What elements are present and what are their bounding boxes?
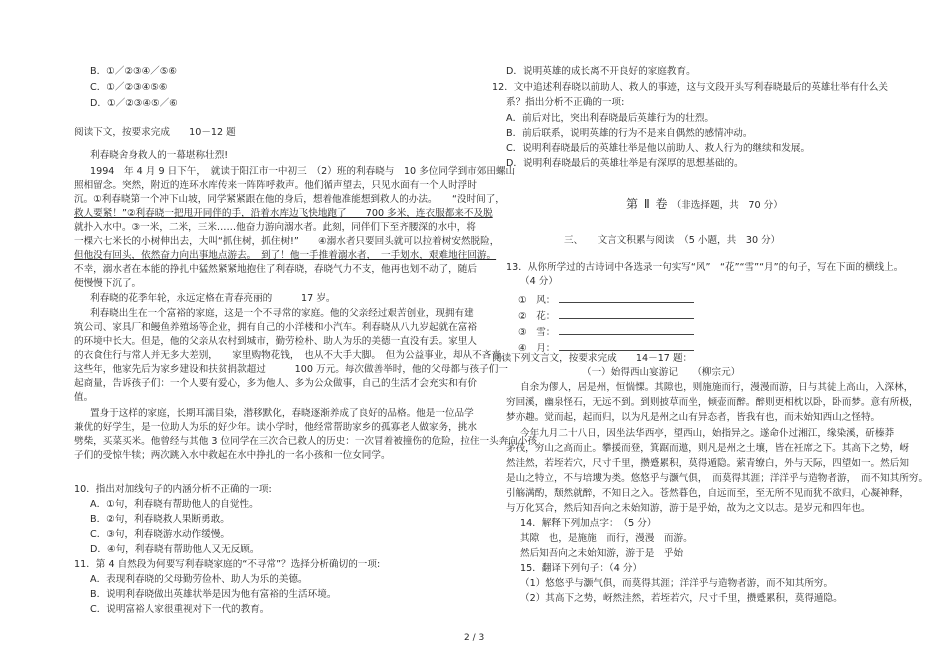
passage-intro: 阅读下文，按要求完成 10－12 题 — [74, 127, 236, 138]
question-13: 13．从你所学过的古诗词中各选录一句实写“风” “花”“雪”“月”的句子，写在下面的横线上。 — [506, 262, 904, 273]
option-b: B．①／②③④／⑤⑥ — [90, 66, 177, 77]
para-line: 筑公司、家具厂和鳗鱼养殖场等企业，拥有自己的小洋楼和小汽车。利春晓从八九岁起就在富裕 — [74, 322, 477, 333]
para-line: 1994 年 4 月 9 日下午， 就读于阳江市一中初三 （2）班的利春晓与 10 多位同学到市郊田螺山 — [90, 166, 516, 177]
q15-sentence-2: （2）其高下之势，岈然洼然，若垤若穴，尺寸千里，攒蹙累积，莫得遁隐。 — [520, 593, 843, 604]
para-line: 置身于这样的家庭，长期耳濡目染，潜移默化，春晓逐渐养成了良好的品格。他是一位品学 — [90, 408, 474, 419]
q10-option-c: C．③句，利春晓游水动作缓慢。 — [90, 529, 231, 540]
classical-line: 是山之特立，不与培塿为类。悠悠乎与灏气俱， 而莫得其涯；洋洋乎与造物者游， 而不知其所穷。 — [506, 473, 929, 484]
question-10: 10．指出对加线句子的内涵分析不正确的一项: — [74, 484, 272, 495]
q13-item-wind — [518, 293, 694, 307]
q12-option-b: B．前后联系，说明英雄的行为不是来自偶然的感情冲动。 — [506, 128, 753, 139]
para-line: 值。 — [74, 392, 94, 403]
classical-line: 今年九月二十八日，因坐法华西亭，望西山，始指异之。遂命仆过湘江，缘染溪，斫榛莽 — [520, 428, 895, 439]
para-line: 利春晓的花季年轮，永远定格在青春亮丽的 17 岁。 — [90, 293, 336, 304]
classical-line: 与万化冥合，然后知吾向之未始知游，游于是乎始，故为之文以志。是岁元和四年也。 — [506, 503, 871, 514]
q11-option-c: C．说明富裕人家很重视对下一代的教育。 — [90, 604, 270, 615]
classical-line: 穷回溪，幽泉怪石，无远不到。到则披草而坐，倾壶而醉。醉则更相枕以卧，卧而梦。意有所极， — [506, 397, 919, 408]
question-12-cont: 系？指出分析不正确的一项: — [506, 97, 625, 108]
answer-line[interactable] — [559, 293, 694, 303]
para-line: 的衣食住行与常人并无多大差别， 家里购物花钱， 也从不大手大脚。 但为公益事业，却从不吝啬。 — [74, 350, 511, 361]
section-heading — [626, 198, 783, 212]
q15-sentence-1: （1）悠悠乎与灏气俱，而莫得其涯；洋洋乎与造物者游，而不知其所穷。 — [520, 578, 834, 589]
q12-option-d: D．说明利春晓最后的英雄壮举是有深厚的思想基础的。 — [506, 158, 744, 169]
para-line: 这些年，他家先后为家乡建设和扶贫捐款超过 100 万元。每次做善举时，他的父母都与孩子们一 — [74, 364, 508, 375]
classical-title: （一）始得西山宴游记 （柳宗元） — [582, 367, 741, 378]
question-12: 12．文中追述利春晓以前助人、救人的事迹，这与文段开头写利春晓最后的英雄壮举有什么关 — [492, 82, 888, 93]
para-line: 兼优的好学生，是一位助人为乐的好少年。读小学时，他经常帮助家乡的孤寡老人做家务，挑水 — [74, 422, 477, 433]
q11-option-d: D．说明英雄的成长离不开良好的家庭教育。 — [506, 66, 696, 77]
classical-line: 自余为僇人，居是州，恒惴慄。其隙也，则施施而行，漫漫而游，日与其徒上高山，入深林， — [520, 382, 914, 393]
para-line: 不幸，溺水者在本能的挣扎中猛然紧紧地抱住了利春晓，春晓气力不支，他再也划不动了，随后 — [74, 264, 477, 275]
option-c: C．①／②③④⑤⑥ — [90, 82, 168, 93]
answer-line[interactable] — [559, 325, 694, 335]
answer-line[interactable] — [559, 341, 694, 351]
para-line: 子们的受惊牛犊；两次跳入水中救起在水中挣扎的一名小孩和一位女同学。 — [74, 450, 391, 461]
q13-item-flower — [518, 309, 694, 323]
q12-option-c: C．说明利春晓最后的英雄壮举是他以前助人、救人行为的继续和发展。 — [506, 143, 811, 154]
q14-phrase-b: 然后知吾向之未始知游，游于是 乎始 — [520, 548, 684, 559]
classical-line: 然洼然，若垤若穴，尺寸千里，攒蹙累积，莫得遁隐。萦青缭白，外与天际，四望如一。然后知 — [506, 458, 909, 469]
q11-option-b: B．说明利春晓做出英雄状举是因为他有富裕的生活环境。 — [90, 589, 337, 600]
para-line: 一棵六七米长的小树伸出去，大叫“抓住树，抓住树!” ④溺水者只要回头就可以拉着树安然脱险， — [74, 236, 500, 247]
q13-label: ② 花： — [518, 311, 556, 322]
para-line: 沉。①利春晓第一个冲下山坡，同学紧紧跟在他的身后，想着他准能想到救人的办法。 “没时间了， — [74, 194, 505, 205]
part-heading: 三、 文言文积累与阅读 （5 小题，共 30 分） — [564, 235, 781, 246]
reading-intro: 阅读下列文言文，按要求完成 14－17 题： — [492, 353, 693, 364]
para-line: 就扑入水中。③一米，二米，三米……他奋力游向溺水者。此刻，同伴们下至齐腰深的水中，将 — [74, 222, 476, 233]
q11-option-a: A．表现利春晓的父母勤劳俭朴、助人为乐的美德。 — [90, 574, 308, 585]
para-line: 的环境中长大。但是，他的父亲从农村到城市，勤劳检朴、助人为乐的美德一直没有丢。家里人 — [74, 336, 477, 347]
q13-label: ④ 月： — [518, 343, 556, 354]
q10-option-b: B．②句，利春晓救人果断勇敢。 — [90, 514, 230, 525]
question-14: 14．解释下列加点字： （5 分） — [520, 518, 657, 529]
passage-title: 利春晓舍身救人的一幕堪称壮烈! — [90, 150, 229, 161]
question-15: 15．翻译下列句子：（4 分） — [520, 563, 643, 574]
para-line: 利春晓出生在一个富裕的家庭，这是一个不寻常的家庭。他的父亲经过艰苦创业，现拥有建 — [90, 308, 474, 319]
q13-label: ① 风： — [518, 295, 556, 306]
para-line: 便慢慢下沉了。 — [74, 278, 142, 289]
page-number: 2 / 3 — [464, 633, 485, 643]
option-d: D．①／②③④⑤／⑥ — [90, 98, 178, 109]
question-11: 11．第 4 自然段为何要写利春晓家庭的“不寻常”？选择分析确切的一项: — [74, 559, 381, 570]
q12-option-a: A．前后对比，突出利春晓最后英雄行为的壮烈。 — [506, 113, 715, 124]
para-line: 照相留念。突然，附近的连环水库传来一阵阵呼救声。他们循声望去，只见水面有一个人时浮时 — [74, 180, 477, 191]
q13-label: ③ 雪： — [518, 327, 556, 338]
classical-line: 引觞满酌，颓然就醉，不知日之入。苍然暮色，自远而至，至无所不见而犹不欲归，心凝神释， — [506, 488, 909, 499]
q13-item-snow — [518, 325, 694, 339]
para-line: 但他没有回头，依然奋力向出事地点游去。 到了！他一手推着溺水者， 一手划水，艰难地往回游。 — [74, 250, 497, 261]
para-line: 劈柴，买菜买米。他曾经与其他 3 位同学在三次合已救人的历史：一次冒着被撞伤的危险，拉住一头奔向小孩 — [74, 436, 538, 447]
classical-line: 茅茷，穷山之高而止。攀援而登，箕踞而遨，则凡是州之土壤，皆在衽席之下。其高下之势，岈 — [506, 443, 909, 454]
q13-score: （4 分） — [520, 276, 558, 287]
q10-option-a: A．①句，利春晓有帮助他人的自觉性。 — [90, 499, 259, 510]
answer-line[interactable] — [559, 309, 694, 319]
q14-phrase-a: 其隙 也，是施施 而行，漫漫 而游。 — [520, 533, 693, 544]
q10-option-d: D．④句，利春晓有帮助他人又无反顾。 — [90, 544, 260, 555]
para-line: 起商量，告诉孩子们：一个人要有爱心，多为他人、多为公众做事，自己的生活才会充实和有价 — [74, 378, 477, 389]
section-title: 第 Ⅱ 卷 — [626, 197, 669, 211]
para-line: 救人要紧！”②利春晓一把甩开同伴的手，沿着水库边飞快地跑了 700 多米，连衣服都来不及脱 — [74, 208, 493, 219]
classical-line: 梦亦趣。觉而起，起而归，以为凡是州之山有异态者，皆我有也，而未始知西山之怪特。 — [506, 412, 881, 423]
section-note: （非选择题，共 70 分） — [671, 200, 783, 211]
